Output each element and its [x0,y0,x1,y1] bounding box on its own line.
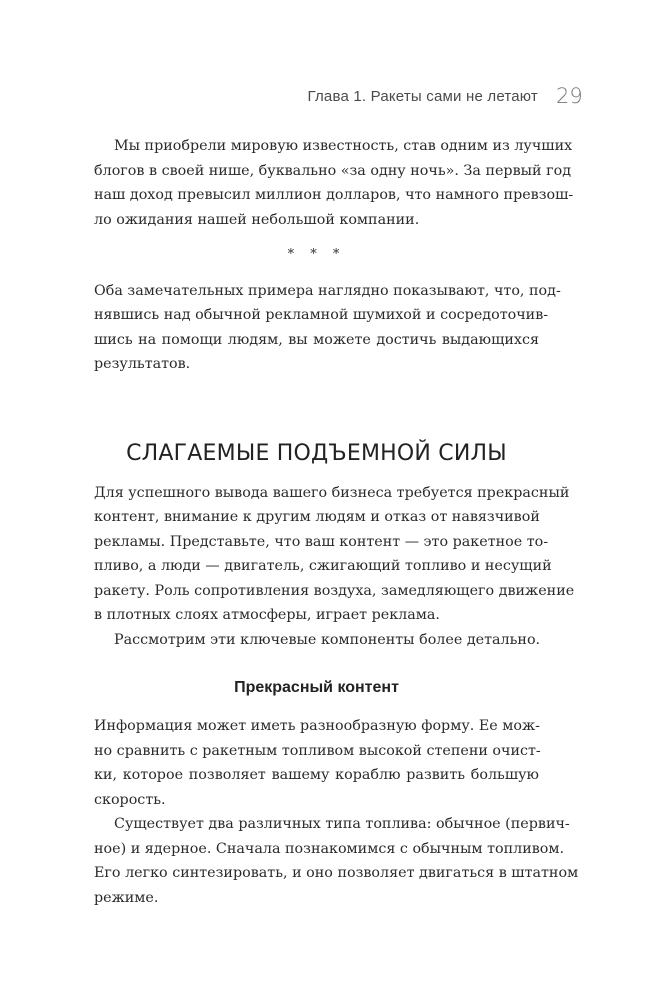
paragraph-content-info [94,714,539,812]
text-line: шись на помощи людям, вы можете достичь выдающихся [94,331,539,348]
subsection-heading: Прекрасный контент [234,679,399,696]
paragraph-components [94,481,575,628]
text-line: ное) и ядерное. Сначала познакомимся с обычным топливом. [94,840,565,857]
text-line: Его легко синтезировать, и оно позволяет двигаться в штатном [94,865,579,881]
paragraph-transition: Рассмотрим эти ключевые компоненты более детально. [114,631,541,648]
running-head: Глава 1. Ракеты сами не летают [307,88,538,105]
page-number: 29 [556,84,583,108]
text-line: Существует два различных типа топлива: обычное (первич- [114,816,570,832]
text-line: блогов в своей нише, буквально «за одну ночь». За первый год [94,162,571,179]
text-line: наш доход превысил миллион долларов, что намного превзош- [94,187,574,203]
paragraph-fuel-types [94,812,579,910]
paragraph-summary [94,279,561,377]
text-line: Оба замечательных примера наглядно показывают, что, под- [94,282,561,299]
text-line: результатов. [94,356,191,372]
text-line: режиме. [94,889,159,906]
text-line: Для успешного вывода вашего бизнеса требуется прекрасный [94,484,570,501]
paragraph-intro [94,134,574,232]
text-line: Мы приобрели мировую известность, став одним из лучших [114,138,573,154]
section-heading: СЛАГАЕМЫЕ ПОДЪЕМНОЙ СИЛЫ [126,440,507,466]
text-line: пливо, а люди — двигатель, сжигающий топливо и несущий [94,558,552,574]
text-line: в плотных слоях атмосферы, играет реклама. [94,607,440,623]
text-line: скорость. [94,791,166,808]
text-line: ки, которое позволяет вашему кораблю развить большую [94,767,539,783]
text-line: контент, внимание к другим людям и отказ от навязчивой [94,509,540,525]
text-line: нявшись над обычной рекламной шумихой и сосредоточив- [94,307,549,323]
text-line: но сравнить с ракетным топливом высокой степени очист- [94,742,541,759]
body-text [94,134,579,910]
text-line: Информация может иметь разнообразную форму. Ее мож- [94,718,540,734]
text-line: рекламы. Представьте, что ваш контент — это ракетное то- [94,533,549,550]
text-line: ло ожидания нашей небольшой компании. [94,211,420,228]
text-line: ракету. Роль сопротивления воздуха, замедляющего движение [94,582,575,599]
asterism-divider: * * * [287,247,346,262]
